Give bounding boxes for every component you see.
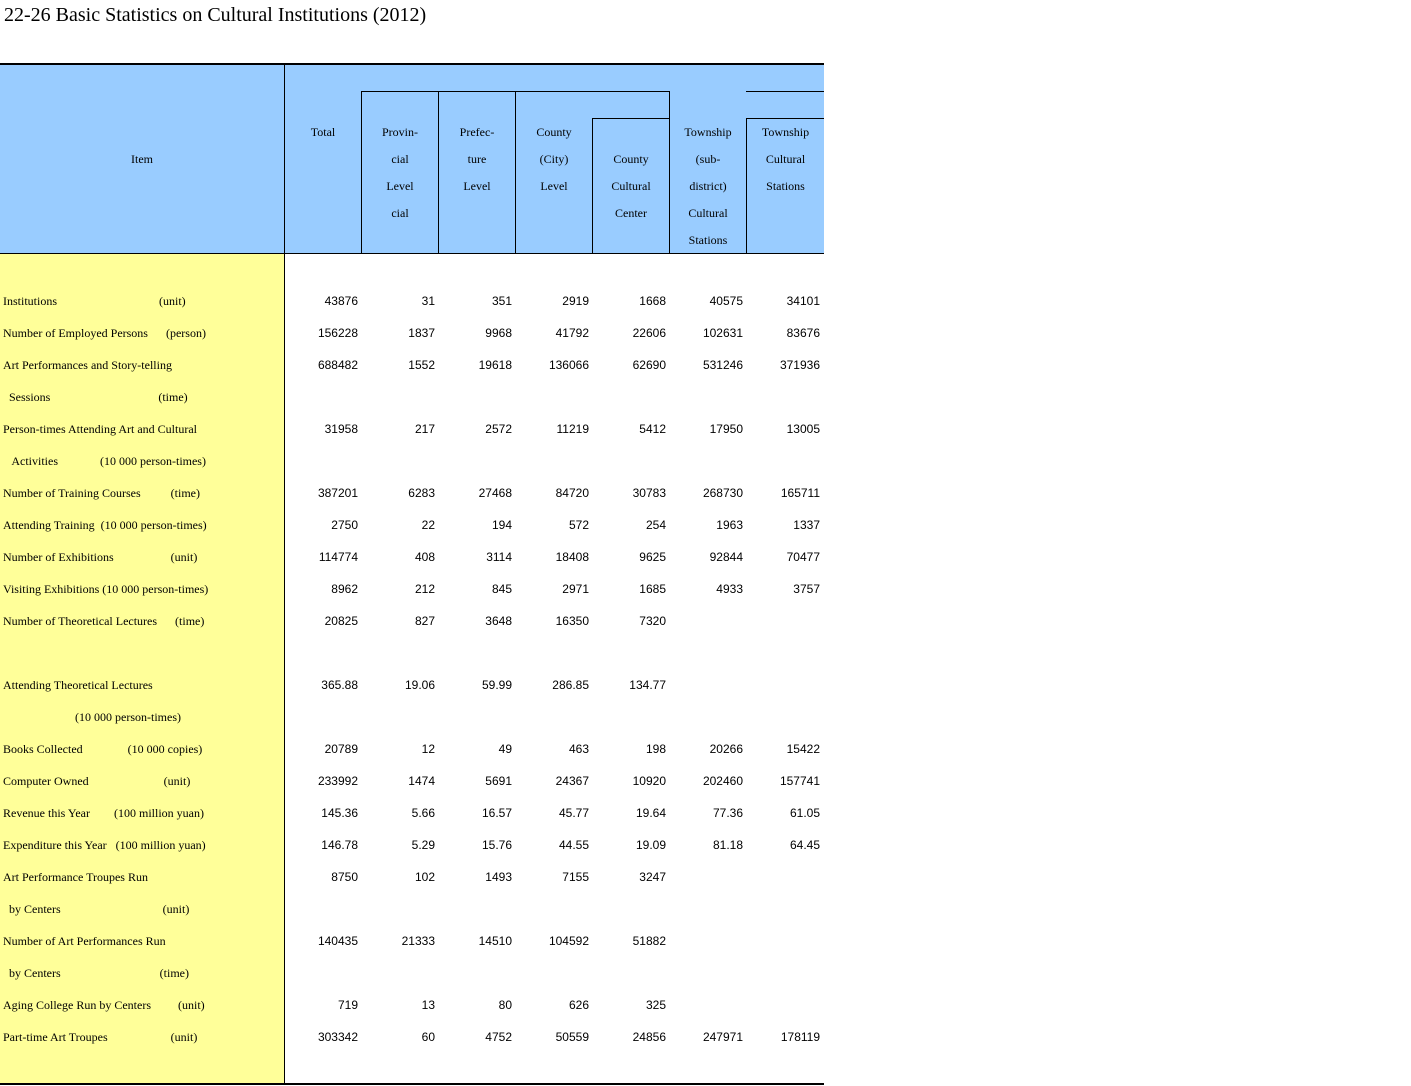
table-cell: 688482 (317, 358, 358, 372)
row-label: Institutions (unit) (3, 294, 186, 308)
table-cell: 13005 (786, 422, 820, 436)
table-cell: 3247 (639, 870, 666, 884)
table-cell: 61.05 (789, 806, 820, 820)
table-cell: 70477 (786, 550, 820, 564)
row-label: Books Collected (10 000 copies) (3, 742, 203, 756)
table-cell: 463 (568, 742, 589, 756)
table-cell: 41792 (555, 326, 589, 340)
table-cell: 4933 (716, 582, 743, 596)
table-cell: 60 (421, 1030, 435, 1044)
table-cell: 20266 (709, 742, 743, 756)
row-label: Visiting Exhibitions (10 000 person-times) (3, 582, 209, 596)
row-label: Art Performances and Story-telling (3, 358, 172, 372)
table-cell: 45.77 (558, 806, 589, 820)
table-cell: 247971 (702, 1030, 743, 1044)
table-cell: 4752 (485, 1030, 512, 1044)
table-cell: 84720 (555, 486, 589, 500)
header-total: Total (310, 125, 336, 139)
table-cell: 51882 (632, 934, 666, 948)
table-cell: 178119 (780, 1030, 820, 1044)
table-cell: 194 (491, 518, 512, 532)
table-cell: 145.36 (321, 806, 358, 820)
header-township: Township (sub- district) Cultural Stations (684, 125, 732, 247)
table-cell: 9968 (485, 326, 512, 340)
table-cell: 325 (645, 998, 666, 1012)
table-cell: 165711 (780, 486, 820, 500)
table-cell: 11219 (556, 422, 589, 436)
table-top-rule (0, 63, 824, 65)
row-label: Revenue this Year (100 million yuan) (3, 806, 204, 820)
table-cell: 15422 (786, 742, 820, 756)
table-cell: 44.55 (558, 838, 589, 852)
row-label: Sessions (time) (3, 390, 188, 404)
row-label: Aging College Run by Centers (unit) (3, 998, 205, 1012)
row-label: Part-time Art Troupes (unit) (3, 1030, 198, 1044)
table-cell: 15.76 (481, 838, 512, 852)
table-cell: 140435 (317, 934, 358, 948)
table-cell: 146.78 (321, 838, 358, 852)
row-label: Number of Employed Persons (person) (3, 326, 206, 340)
table-cell: 62690 (632, 358, 666, 372)
table-cell: 22 (421, 518, 435, 532)
table-cell: 531246 (702, 358, 743, 372)
table-cell: 2919 (562, 294, 589, 308)
table-cell: 136066 (548, 358, 589, 372)
table-cell: 572 (568, 518, 589, 532)
table-cell: 92844 (709, 550, 743, 564)
row-label: Activities (10 000 person-times) (3, 454, 206, 468)
table-cell: 7155 (562, 870, 589, 884)
table-cell: 134.77 (629, 678, 666, 692)
table-cell: 365.88 (321, 678, 358, 692)
table-cell: 40575 (709, 294, 743, 308)
table-cell: 1837 (408, 326, 435, 340)
page-title: 22-26 Basic Statistics on Cultural Institutions (2012) (4, 4, 427, 26)
header-county-cultural-center: County Cultural Center (611, 152, 651, 220)
table-cell: 5.66 (411, 806, 435, 820)
table-cell: 16.57 (481, 806, 512, 820)
table-cell: 14510 (478, 934, 512, 948)
table-cell: 286.85 (552, 678, 589, 692)
table-cell: 1552 (408, 358, 435, 372)
table-cell: 64.45 (789, 838, 820, 852)
table-cell: 157741 (779, 774, 820, 788)
table-cell: 198 (645, 742, 666, 756)
table-cell: 30783 (632, 486, 666, 500)
header-township-cultural-stations: Township Cultural Stations (761, 125, 810, 193)
table-cell: 31 (421, 294, 435, 308)
header-county: County (City) Level (536, 125, 572, 193)
row-label: Attending Training (10 000 person-times) (3, 518, 207, 532)
table-cell: 77.36 (712, 806, 743, 820)
table-cell: 20789 (324, 742, 358, 756)
table-cell: 5691 (485, 774, 512, 788)
row-label: Attending Theoretical Lectures (3, 678, 153, 692)
table-cell: 827 (414, 614, 435, 628)
table-cell: 408 (414, 550, 435, 564)
table-cell: 24367 (555, 774, 589, 788)
table-cell: 18408 (555, 550, 589, 564)
table-cell: 9625 (639, 550, 666, 564)
table-cell: 1474 (408, 774, 435, 788)
row-label: Art Performance Troupes Run (3, 870, 148, 884)
statistics-table (0, 63, 824, 1085)
table-cell: 254 (645, 518, 666, 532)
table-cell: 156228 (317, 326, 358, 340)
table-cell: 202460 (702, 774, 743, 788)
table-cell: 8750 (331, 870, 358, 884)
table-cell: 351 (491, 294, 512, 308)
table-cell: 626 (568, 998, 589, 1012)
header-prefecture: Prefec- ture Level (459, 125, 495, 193)
row-label: Number of Theoretical Lectures (time) (3, 614, 205, 628)
table-cell: 19.09 (635, 838, 666, 852)
table-cell: 17950 (709, 422, 743, 436)
table-cell: 1963 (716, 518, 743, 532)
table-cell: 22606 (632, 326, 666, 340)
table-cell: 27468 (478, 486, 512, 500)
table-cell: 20825 (324, 614, 358, 628)
table-cell: 21333 (401, 934, 435, 948)
table-cell: 81.18 (712, 838, 743, 852)
table-cell: 268730 (702, 486, 743, 500)
table-cell: 303342 (317, 1030, 358, 1044)
table-cell: 6283 (408, 486, 435, 500)
row-label: by Centers (unit) (3, 902, 190, 916)
county-group-rule (592, 118, 669, 119)
table-cell: 83676 (786, 326, 820, 340)
table-cell: 3757 (793, 582, 820, 596)
table-cell: 371936 (779, 358, 820, 372)
table-cell: 845 (491, 582, 512, 596)
table-cell: 104592 (548, 934, 589, 948)
row-label: Person-times Attending Art and Cultural (3, 422, 197, 436)
table-cell: 5412 (639, 422, 666, 436)
header-provincial: Provin- cial Level cial (382, 125, 418, 220)
row-label: Expenditure this Year (100 million yuan) (3, 838, 206, 852)
item-column-divider (284, 63, 285, 1085)
table-cell: 387201 (317, 486, 358, 500)
table-cell: 49 (498, 742, 512, 756)
table-cell: 50559 (555, 1030, 589, 1044)
table-cell: 10920 (632, 774, 666, 788)
table-cell: 16350 (555, 614, 589, 628)
table-cell: 7320 (639, 614, 666, 628)
table-cell: 1337 (793, 518, 820, 532)
table-cell: 2572 (485, 422, 512, 436)
row-label: by Centers (time) (3, 966, 189, 980)
table-cell: 1668 (639, 294, 666, 308)
table-cell: 24856 (632, 1030, 666, 1044)
table-cell: 80 (498, 998, 512, 1012)
table-cell: 3114 (486, 550, 512, 564)
row-label: Computer Owned (unit) (3, 774, 191, 788)
table-cell: 34101 (786, 294, 820, 308)
table-cell: 19618 (478, 358, 512, 372)
table-cell: 8962 (331, 582, 358, 596)
table-cell: 19.64 (635, 806, 666, 820)
table-cell: 19.06 (404, 678, 435, 692)
table-cell: 43876 (324, 294, 358, 308)
table-cell: 102631 (702, 326, 743, 340)
row-label: Number of Training Courses (time) (3, 486, 200, 500)
table-cell: 13 (421, 998, 435, 1012)
table-cell: 59.99 (481, 678, 512, 692)
header-item: Item (131, 152, 153, 166)
table-cell: 2750 (331, 518, 358, 532)
row-label: (10 000 person-times) (3, 710, 181, 724)
table-cell: 719 (337, 998, 358, 1012)
table-cell: 102 (414, 870, 435, 884)
table-cell: 212 (414, 582, 435, 596)
item-column-background (0, 254, 284, 1084)
row-label: Number of Art Performances Run (3, 934, 166, 948)
row-label: Number of Exhibitions (unit) (3, 550, 198, 564)
table-cell: 31958 (324, 422, 358, 436)
table-cell: 5.29 (411, 838, 435, 852)
table-cell: 12 (421, 742, 435, 756)
table-cell: 1493 (485, 870, 512, 884)
table-cell: 233992 (317, 774, 358, 788)
table-cell: 1685 (639, 582, 666, 596)
table-bottom-rule (0, 1083, 824, 1085)
table-cell: 217 (414, 422, 435, 436)
header-group-rule-2 (746, 91, 824, 92)
table-cell: 2971 (562, 582, 589, 596)
table-cell: 3648 (485, 614, 512, 628)
table-cell: 114774 (318, 550, 358, 564)
